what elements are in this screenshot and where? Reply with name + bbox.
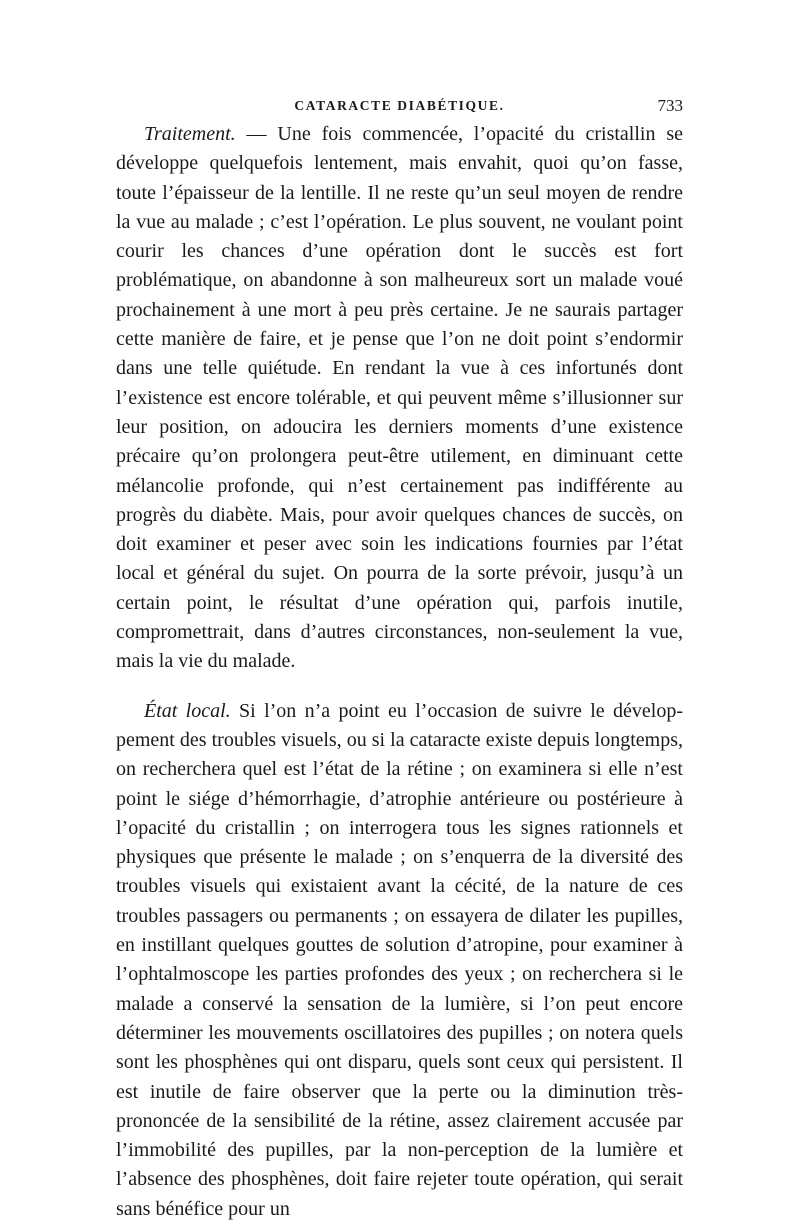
paragraph-text: Si l’on n’a point eu l’occasion de suivre le développement des troubles visuels, ou si la cataracte existe depuis longtemps, on recherchera quel est l’état de la rétine ; on examinera si elle n’est point le siége d’hémorrhagie, d’atrophie antérieure ou postérieure à l’opacité du cristallin ; on interrogera tous les signes rationnels et physiques que présente le malade ; on s’enquerra de la diversité des troubles visuels qui existaient avant la cécité, de la nature de ces troubles passagers ou permanents ; on essayera de dilater les pupilles, en instillant quelques gouttes de solution d’atropine, pour examiner à l’ophtalmoscope les parties profondes des yeux ; on recherchera si le malade a conservé la sensation de la lumière, si l’on peut encore déterminer les mouvements oscillatoires des pupilles ; on notera quels sont les phosphènes qui ont disparu, quels sont ceux qui persistent. Il est inutile de faire observer que la perte ou la diminution très-prononcée de la sensibilité de la rétine, assez clairement accusée par l’immobilité des pupilles, par la non-perception de la lumière et l’absence des phosphènes, doit faire rejeter toute opération, qui serait sans bénéfice pour un [116,699,684,1220]
paragraph-lead: État local. [144,699,231,722]
running-title: CATARACTE DIABÉTIQUE. [294,98,505,113]
paragraph-text: — Une fois commencée, l’opacité du cristallin se développe quelquefois lentement, mais envahit, quoi qu’on fasse, toute l’épaisseur de la lentille. Il ne reste qu’un seul moyen de rendre la vue au malade ; c’est l’opération. Le plus souvent, ne voulant point courir les chances d’une opération dont le succès est fort problématique, on abandonne à son malheureux sort un malade voué prochainement à une mort à peu près certaine. Je ne saurais partager cette manière de faire, et je pense que l’on ne doit point s’endormir dans une telle quiétude. En rendant la vue à ces infortunés dont l’existence est encore tolérable, et qui peuvent même s’illusionner sur leur position, on adoucira les derniers moments d’une existence précaire qu’on prolongera peut-être utilement, en diminuant cette mélancolie profonde, qui n’est certainement pas indifférente au progrès du diabète. Mais, pour avoir quelques chances de succès, on doit examiner et peser avec soin les indications fournies par l’état local et général du sujet. On pourra de la sorte prévoir, jusqu’à un certain point, le résultat d’une opération qui, parfois inutile, compromettrait, dans d’autres circonstances, non-seulement la vue, mais la vie du malade. [116,123,683,673]
page-header [116,96,683,120]
paragraph-lead: Traitement. [144,123,236,145]
body-text [116,120,683,1224]
paragraph-traitement [116,120,683,677]
paragraph-etat-local [116,697,683,1224]
page-number: 733 [657,96,683,115]
